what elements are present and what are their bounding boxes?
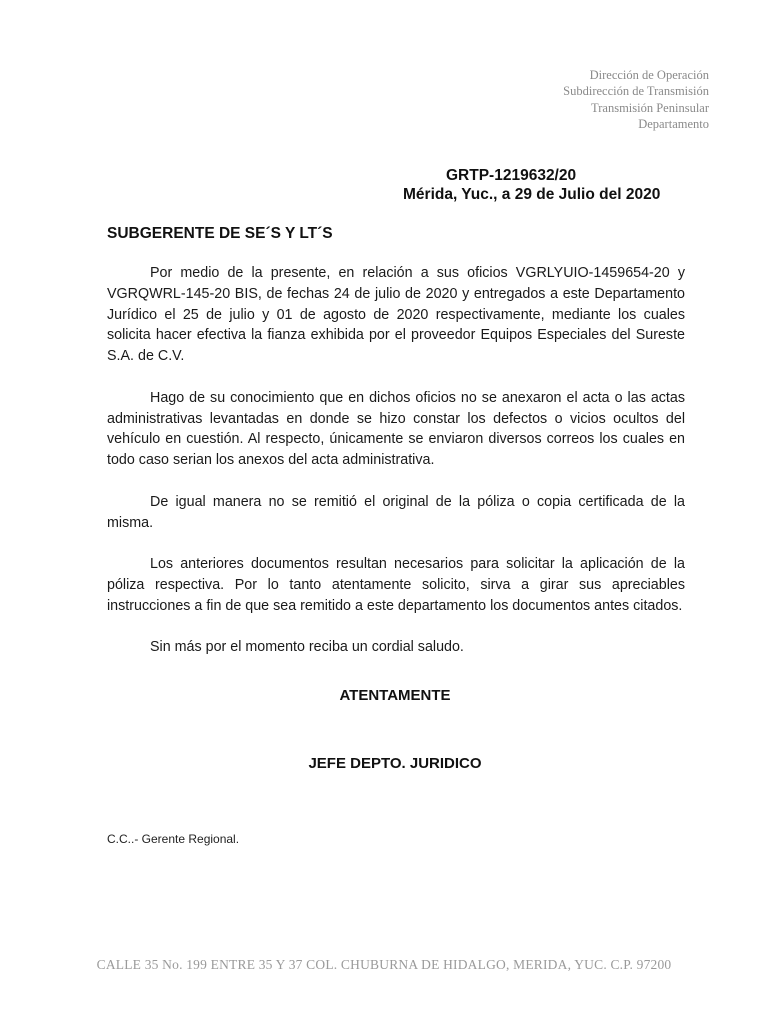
body-paragraph: Por medio de la presente, en relación a sus oficios VGRLYUIO-1459654-20 y VGRQWRL-145-20 BIS, de fechas 24 de julio de 2020 y entregados a este Departamento Jurídico el 25 de julio y 01 de agosto de 2020 respectivamente, mediante los cuales solicita hacer efectiva la fianza exhibida por el proveedor Equipos Especiales del Sureste S.A. de C.V. (107, 265, 685, 365)
letterhead-line-direccion: Dirección de Operación (589, 68, 709, 82)
body-paragraph: Sin más por el momento reciba un cordial saludo. (150, 639, 464, 656)
body-paragraph: De igual manera no se remitió el original de la póliza o copia certificada de la misma. (107, 493, 685, 531)
letter-body (107, 263, 685, 679)
letterhead-line-departamento: Departamento (638, 116, 709, 131)
letterhead-line-subdireccion: Subdirección de Transmisión (563, 84, 709, 99)
signer-title: JEFE DEPTO. JURIDICO (308, 755, 482, 772)
body-paragraph: Los anteriores documentos resultan necesarios para solicitar la aplicación de la póliza respectiva. Por lo tanto atentamente solicito, sirva a girar sus apreciables instrucciones a fin de que sea remitido a este departamento los documentos antes citados. (107, 556, 685, 614)
letterhead-department (563, 67, 709, 132)
closing-salutation: ATENTAMENTE (339, 687, 451, 704)
body-paragraph: Hago de su conocimiento que en dichos oficios no se anexaron el acta o las actas administrativas levantadas en donde se hizo constar los defectos o vicios ocultos del vehículo en cuestión. Al respecto, únicamente se enviaron diversos correos los cuales en todo caso serian los anexos del acta administrativa. (107, 389, 685, 469)
footer-address: CALLE 35 No. 199 ENTRE 35 Y 37 COL. CHUBURNA DE HIDALGO, MERIDA, YUC. C.P. 97200 (96, 957, 672, 972)
recipient-title: SUBGERENTE DE SE´S Y LT´S (107, 225, 333, 242)
letterhead-line-transmision: Transmisión Peninsular (591, 100, 709, 115)
reference-code: GRTP-1219632/20 (446, 167, 577, 184)
carbon-copy: C.C..- Gerente Regional. (107, 832, 240, 846)
place-date: Mérida, Yuc., a 29 de Julio del 2020 (403, 186, 661, 203)
